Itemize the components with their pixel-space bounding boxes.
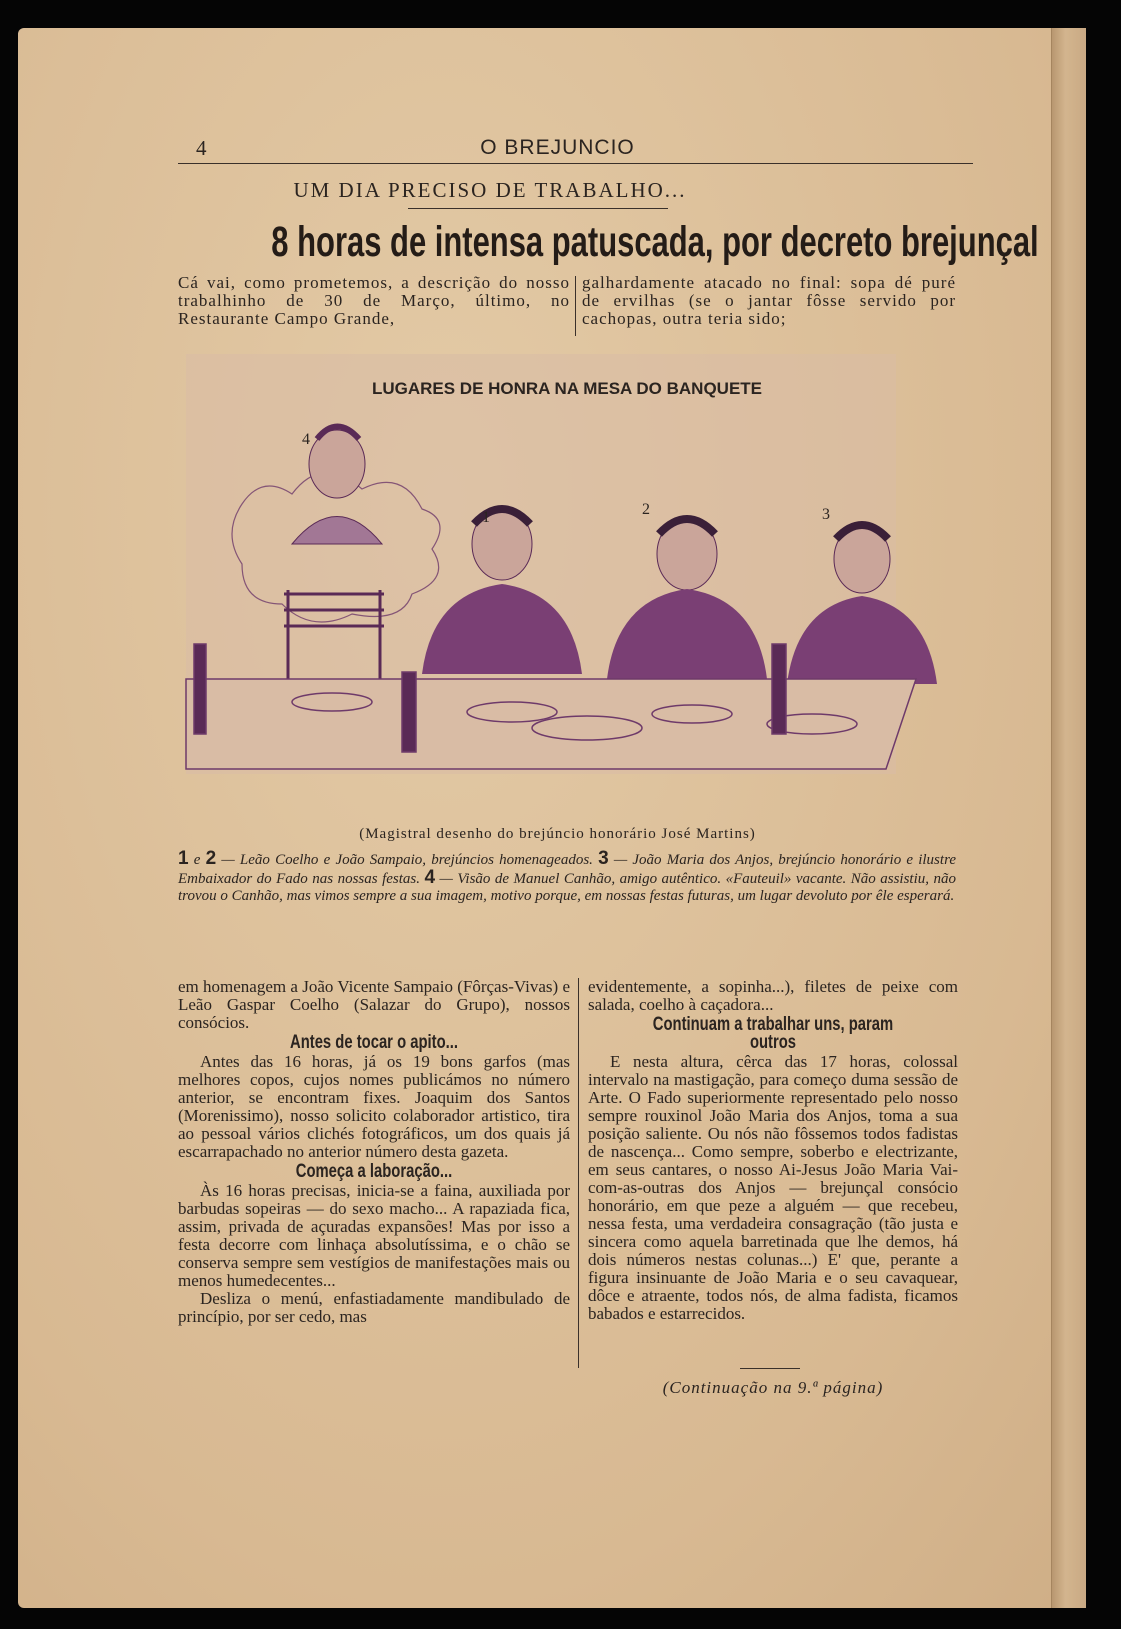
banquet-illustration <box>172 354 964 824</box>
continuation-note: (Continuação na 9.ª página) <box>662 1378 884 1397</box>
figure-number-1: 1 <box>482 509 490 526</box>
figure-number-4: 4 <box>302 431 310 448</box>
body-paragraph: Antes das 16 horas, já os 19 bons garfos (mas melhores copos, cujos nomes publicámos no número anterior, se encontram fixes. Joaquim dos Santos (Morenissimo), nosso solicito colaborador artistico, tira ao pessoal vários clichés fotográficos, um dos quais já escarrapachado no anterior número desta gazeta. <box>178 1052 570 1161</box>
illustration-legend <box>178 850 956 905</box>
legend-num-3: 3 <box>598 848 609 869</box>
subheading: Começa a laboração... <box>295 1161 453 1182</box>
subheading: Continuam a trabalhar uns, param outros <box>652 1014 894 1053</box>
body-paragraph: evidentemente, a sopinha...), filetes de peixe com salada, coelho à caçadora... <box>588 977 958 1014</box>
legend-num-4: 4 <box>424 867 436 888</box>
illustration-caption: (Magistral desenho do brejúncio honorário José Martins) <box>359 826 756 842</box>
paper-name: O BREJUNCIO <box>480 136 635 159</box>
legend-text-3: — Visão de Manuel Canhão, amigo autêntico. «Fauteuil» vacante. Não assistiu, não trovou o Canhão, mas vimos sempre a sua imagem, motivo porque, em nossas festas futuras, um lugar devoluto por êle esperará. <box>178 871 957 904</box>
lead-divider <box>575 276 576 336</box>
body-paragraph: Às 16 horas precisas, inicia-se a faina, auxiliada por barbudas sopeiras — do sexo macho... A rapaziada fica, assim, privada de açuradas expansões! Mas por isso a festa decorre com linhaça absolutíssima, e o chão se conserva sempre sem vestígios de manifestações mais ou menos humedecentes... <box>178 1181 570 1290</box>
figure-number-3: 3 <box>822 506 830 523</box>
end-rule <box>740 1368 800 1369</box>
column-divider <box>578 978 579 1368</box>
kicker-rule <box>408 208 668 209</box>
body-column-left <box>178 978 570 1326</box>
page-number: 4 <box>196 136 207 160</box>
figure-number-2: 2 <box>642 501 650 518</box>
page-fold <box>1051 28 1086 1608</box>
legend-text-2: — João Maria dos Anjos, brejúncio honorário e ilustre Embaixador do Fado nas nossas festas. <box>178 852 957 887</box>
subheading: Antes de tocar o apito... <box>290 1032 458 1053</box>
headline: 8 horas de intensa patuscada, por decreto brejunçal <box>271 218 1039 266</box>
lead-right: galhardamente atacado no final: sopa dé puré de ervilhas (se o jantar fôsse servido por cachopas, outra teria sido; <box>582 273 956 328</box>
illustration-title: LUGARES DE HONRA NA MESA DO BANQUETE <box>371 379 763 398</box>
banquet-drawing <box>172 354 964 824</box>
legend-e: e <box>193 852 201 868</box>
body-paragraph: em homenagem a João Vicente Sampaio (Fôrças-Vivas) e Leão Gaspar Coelho (Salazar do Grupo), nossos consócios. <box>178 977 570 1032</box>
body-paragraph: Desliza o menú, enfastiadamente mandibulado de princípio, por ser cedo, mas <box>178 1289 570 1326</box>
body-paragraph: E nesta altura, cêrca das 17 horas, colossal intervalo na mastigação, para começo duma sessão de Arte. O Fado superiormente representado pelo nosso sempre rouxinol João Maria dos Anjos, toma a sua posição saliente. Ou nós não fôssemos todos fadistas de nascença... Como sempre, soberbo e electrizante, em seus cantares, o nosso Ai-Jesus João Maria Vai-com-as-outras dos Anjos — brejunçal consócio honorário, em que peze a alguém — que recebeu, nessa festa, uma verdadeira consagração (tão justa e sincera como aquela barretinada que lhe demos, há dois números nestas colunas...) E' que, perante a figura insinuante de João Maria e o seu cavaquear, dôce e atraente, todos nós, de alma fadista, ficamos babados e estarrecidos. <box>588 1052 958 1323</box>
legend-num-1: 1 <box>178 848 189 869</box>
newspaper-page <box>18 28 1086 1608</box>
lead-left: Cá vai, como prometemos, a descrição do nosso trabalhinho de 30 de Março, último, no Restaurante Campo Grande, <box>178 273 570 328</box>
body-column-right <box>588 978 958 1323</box>
page-header <box>160 108 955 160</box>
kicker: UM DIA PRECISO DE TRABALHO... <box>293 178 687 202</box>
legend-num-2: 2 <box>205 848 217 869</box>
legend-text-1: — Leão Coelho e João Sampaio, brejúncios homenageados. <box>221 852 593 868</box>
header-rule <box>178 163 973 164</box>
